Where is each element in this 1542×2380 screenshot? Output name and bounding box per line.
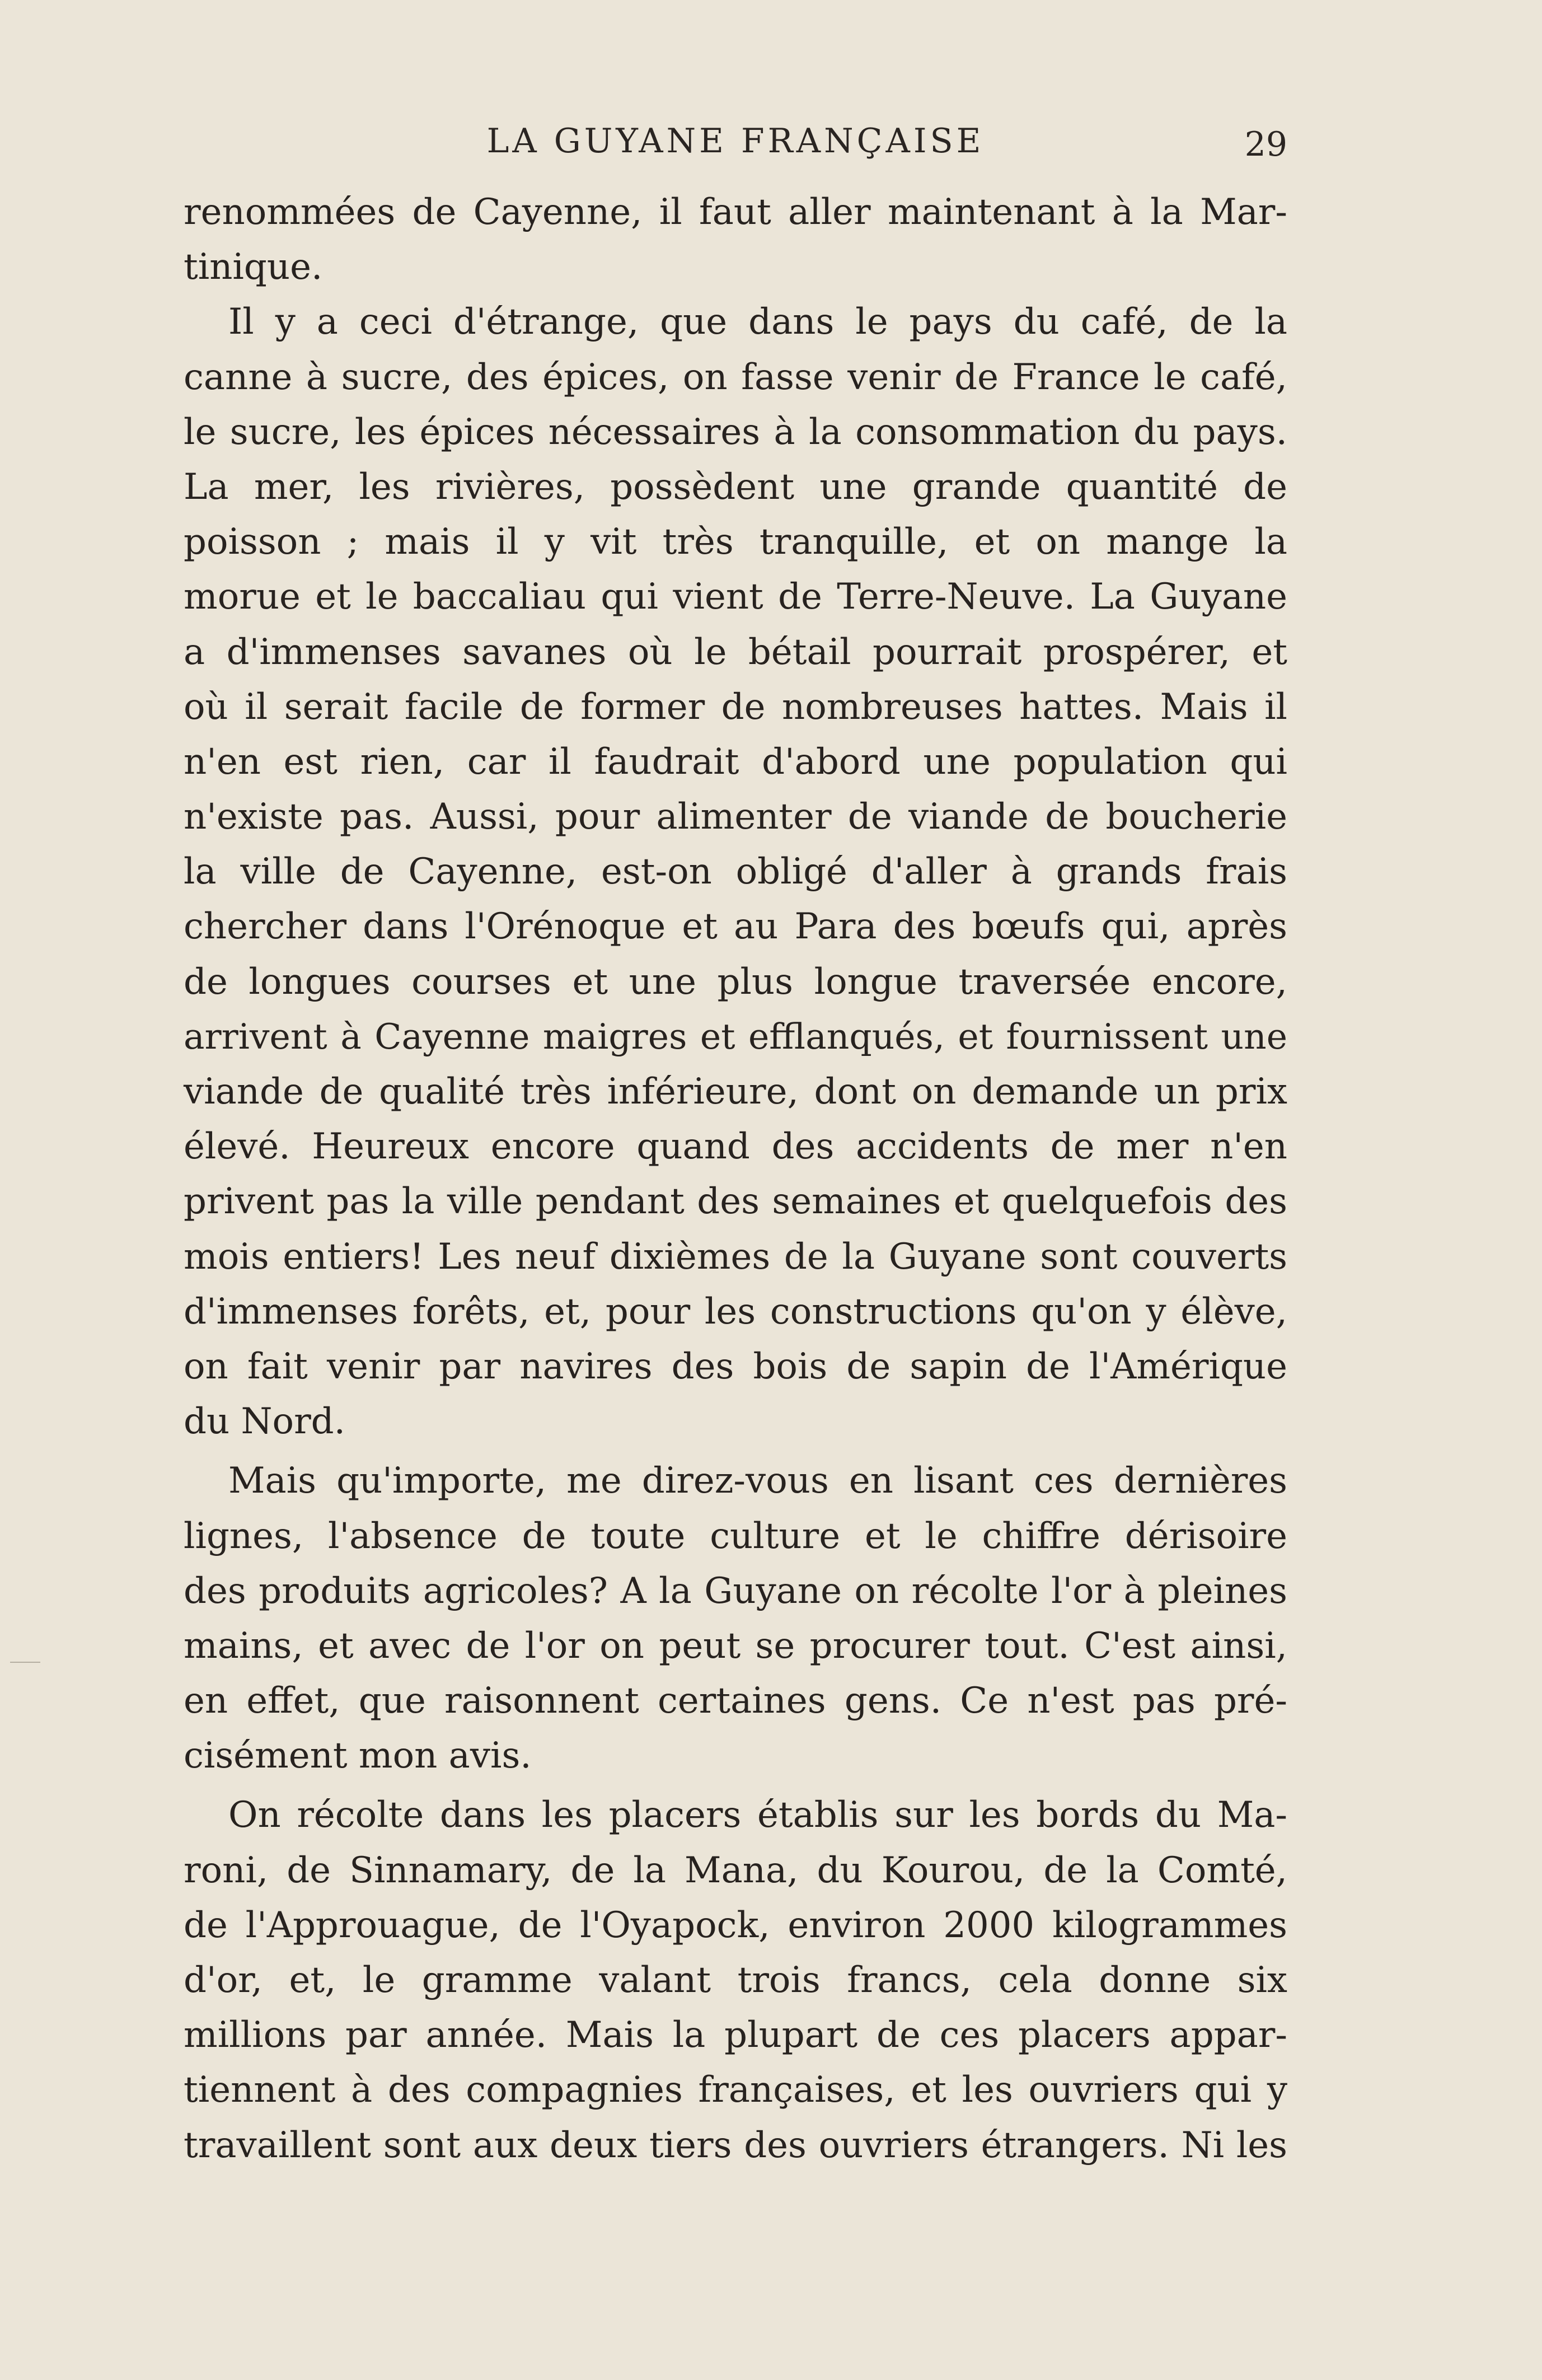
text-line: La mer, les rivières, possèdent une grande quantité de: [184, 466, 1287, 508]
text-line: Mais qu'importe, me direz-vous en lisant ces dernières: [228, 1460, 1287, 1502]
text-line: on fait venir par navires des bois de sapin de l'Amérique: [184, 1345, 1287, 1387]
text-line: arrivent à Cayenne maigres et efflanqués, et fournissent une: [184, 1016, 1287, 1057]
text-line: viande de qualité très inférieure, dont on demande un prix: [184, 1071, 1287, 1112]
text-line: On récolte dans les placers établis sur les bords du Ma-: [228, 1794, 1287, 1836]
text-line: des produits agricoles? A la Guyane on récolte l'or à pleines: [184, 1570, 1287, 1612]
text-line: de l'Approuague, de l'Oyapock, environ 2000 kilogrammes: [184, 1904, 1287, 1946]
text-line: travaillent sont aux deux tiers des ouvriers étrangers. Ni les: [184, 2124, 1287, 2166]
text-line: mois entiers! Les neuf dixièmes de la Guyane sont couverts: [184, 1236, 1287, 1278]
text-line: chercher dans l'Orénoque et au Para des bœufs qui, après: [184, 906, 1287, 948]
text-line: lignes, l'absence de toute culture et le chiffre dérisoire: [184, 1515, 1287, 1557]
text-line: privent pas la ville pendant des semaines et quelquefois des: [184, 1181, 1287, 1223]
text-line: où il serait facile de former de nombreuses hattes. Mais il: [184, 686, 1287, 728]
text-line: roni, de Sinnamary, de la Mana, du Kourou, de la Comté,: [184, 1849, 1287, 1891]
text-line: n'en est rien, car il faudrait d'abord une population qui: [184, 741, 1287, 783]
text-line: en effet, que raisonnent certaines gens. Ce n'est pas pré-: [184, 1680, 1287, 1722]
page-number: 29: [1244, 125, 1287, 164]
text-line: d'or, et, le gramme valant trois francs, cela donne six: [184, 1960, 1287, 2001]
text-line: n'existe pas. Aussi, pour alimenter de viande de boucherie: [184, 796, 1287, 838]
text-line: tinique.: [184, 246, 323, 288]
text-line: tiennent à des compagnies françaises, et les ouvriers qui y: [184, 2069, 1287, 2111]
text-line: canne à sucre, des épices, on fasse venir de France le café,: [184, 356, 1287, 398]
text-line: cisément mon avis.: [184, 1735, 532, 1777]
page-header: [184, 115, 1287, 168]
text-line: mains, et avec de l'or on peut se procurer tout. C'est ainsi,: [184, 1625, 1287, 1667]
text-line: renommées de Cayenne, il faut aller maintenant à la Mar-: [184, 191, 1287, 233]
text-line: poisson ; mais il y vit très tranquille, et on mange la: [184, 521, 1287, 563]
body-text: [184, 185, 1287, 2173]
text-line: millions par année. Mais la plupart de ces placers appar-: [184, 2014, 1287, 2056]
running-title: LA GUYANE FRANÇAISE: [486, 121, 985, 161]
text-line: Il y a ceci d'étrange, que dans le pays du café, de la: [228, 301, 1287, 343]
text-line: le sucre, les épices nécessaires à la consommation du pays.: [184, 411, 1287, 453]
margin-mark: [10, 1662, 40, 1663]
text-line: élevé. Heureux encore quand des accidents de mer n'en: [184, 1126, 1287, 1168]
text-line: a d'immenses savanes où le bétail pourrait prospérer, et: [184, 631, 1287, 673]
text-line: la ville de Cayenne, est-on obligé d'aller à grands frais: [184, 851, 1287, 893]
text-line: du Nord.: [184, 1401, 345, 1443]
text-line: de longues courses et une plus longue traversée encore,: [184, 961, 1287, 1003]
text-line: morue et le baccaliau qui vient de Terre-Neuve. La Guyane: [184, 576, 1287, 618]
text-line: d'immenses forêts, et, pour les constructions qu'on y élève,: [184, 1290, 1287, 1332]
